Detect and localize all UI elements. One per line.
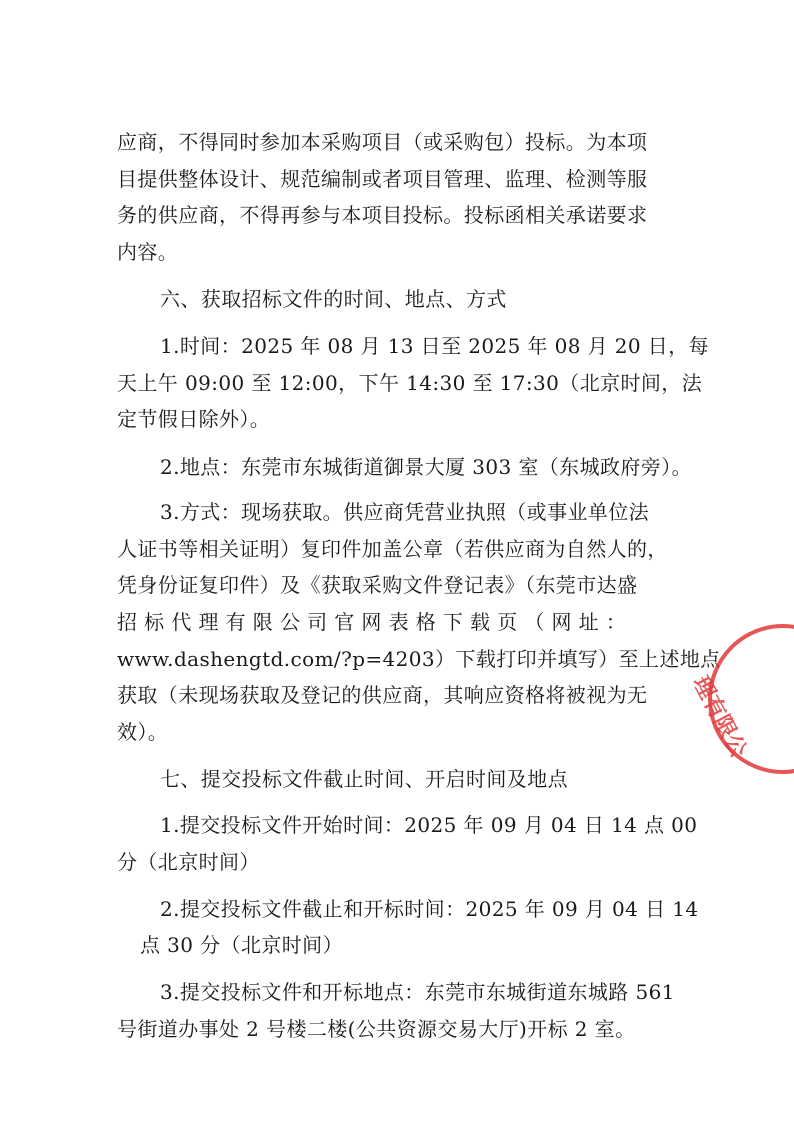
paragraph-line: 3.提交投标文件和开标地点：东莞市东城街道东城路 561 (160, 980, 675, 1004)
paragraph-line: 3.方式：现场获取。供应商凭营业执照（或事业单位法 (160, 500, 650, 524)
paragraph-line: www.dashengtd.com/?p=4203）下载打印并填写）至上述地点 (117, 647, 721, 671)
paragraph-line: 获取（未现场获取及登记的供应商，其响应资格将被视为无 (117, 683, 648, 707)
paragraph-line: 效）。 (117, 720, 169, 744)
paragraph-line: 人证书等相关证明）复印件加盖公章（若供应商为自然人的， (117, 537, 668, 561)
section-heading-7: 七、提交投标文件截止时间、开启时间及地点 (160, 767, 568, 791)
paragraph-line: 2.地点：东莞市东城街道御景大厦 303 室（东城政府旁）。 (160, 455, 692, 479)
paragraph-line: 点 30 分（北京时间） (140, 933, 343, 957)
paragraph-line: 分（北京时间） (117, 850, 260, 874)
paragraph-line: 凭身份证复印件）及《获取采购文件登记表》（东莞市达盛 (117, 573, 638, 597)
paragraph-line: 招 标 代 理 有 限 公 司 官 网 表 格 下 载 页 （ 网 址 ： (117, 610, 627, 634)
paragraph-line: 定节假日除外）。 (117, 407, 271, 431)
paragraph-line: 内容。 (117, 240, 179, 264)
paragraph-line: 务的供应商，不得再参与本项目投标。投标函相关承诺要求 (117, 203, 648, 227)
paragraph-line: 2.提交投标文件截止和开标时间：2025 年 09 月 04 日 14 (160, 897, 699, 921)
paragraph-line: 目提供整体设计、规范编制或者项目管理、监理、检测等服 (117, 167, 648, 191)
paragraph-line: 1.提交投标文件开始时间：2025 年 09 月 04 日 14 点 00 (160, 813, 698, 837)
company-seal-text: 理有限公 (687, 672, 751, 762)
paragraph-line: 天上午 09:00 至 12:00，下午 14:30 至 17:30（北京时间，法 (117, 371, 703, 395)
paragraph-line: 应商，不得同时参加本采购项目（或采购包）投标。为本项 (117, 130, 648, 154)
section-heading-6: 六、获取招标文件的时间、地点、方式 (160, 287, 507, 311)
paragraph-line: 1.时间：2025 年 08 月 13 日至 2025 年 08 月 20 日，每 (160, 334, 710, 358)
paragraph-line: 号街道办事处 2 号楼二楼(公共资源交易大厅)开标 2 室。 (117, 1017, 636, 1041)
